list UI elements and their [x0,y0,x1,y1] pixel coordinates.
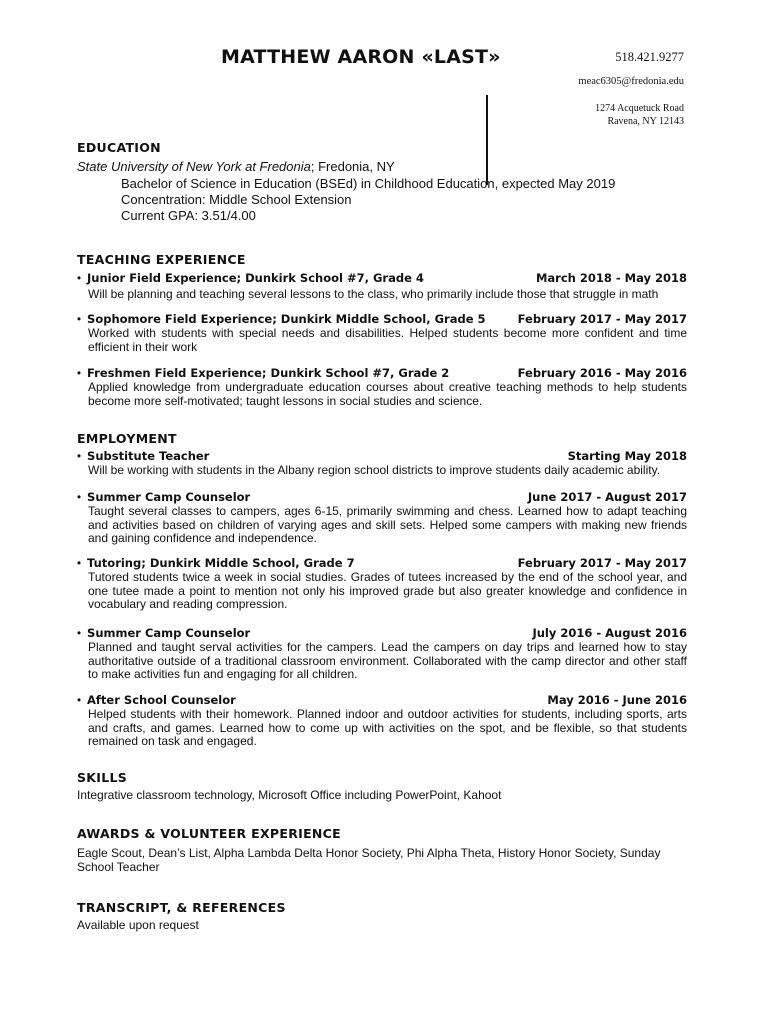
references-heading: TRANSCRIPT, & REFERENCES [77,900,286,915]
teaching-item-head [77,271,687,285]
vertical-divider [486,95,488,185]
employment-item-head [77,626,687,640]
bullet-icon: • [77,273,82,285]
item-role: Junior Field Experience; Dunkirk School #7, Grade 4 [87,271,424,285]
item-dates: June 2017 - August 2017 [527,490,687,504]
employment-item-head [77,449,687,463]
item-description: Applied knowledge from undergraduate education courses about creative teaching methods to help students become more self-motivated; taught lessons in social studies and science. [88,380,687,408]
item-description: Planned and taught serval activities for the campers. Lead the campers on day trips and learned how to stay authoritative outside of a traditional classroom environment. Collaborated with the camp director and other staff to make activities fun and engaging for all children. [88,640,687,681]
awards-heading: AWARDS & VOLUNTEER EXPERIENCE [77,826,341,841]
item-role: Freshmen Field Experience; Dunkirk School #7, Grade 2 [87,366,450,380]
school-name: State University of New York at Fredonia [77,159,311,174]
item-description: Will be working with students in the Albany region school districts to improve students daily academic ability. [88,463,661,477]
education-school-line [77,159,395,174]
item-dates: March 2018 - May 2018 [535,271,687,285]
skills-heading: SKILLS [77,770,128,785]
teaching-item-head [77,312,687,326]
item-role: Summer Camp Counselor [87,626,251,640]
teaching-heading: TEACHING EXPERIENCE [77,252,246,267]
bullet-icon: • [77,695,82,707]
item-description: Will be planning and teaching several lessons to the class, who primarily include those that struggle in math [88,287,659,301]
item-description: Taught several classes to campers, ages 6-15, primarily swimming and chess. Learned how to adapt teaching and activities based on children of varying ages and skill sets. Helped some campers with making new friends and gaining confidence and independence. [88,504,687,545]
item-role: Substitute Teacher [87,449,210,463]
item-dates: Starting May 2018 [567,449,687,463]
employment-item-head [77,490,687,504]
employment-item-head [77,556,687,570]
education-degree: Bachelor of Science in Education (BSEd) in Childhood Education, expected May 2019 [121,176,616,191]
education-heading: EDUCATION [77,140,161,155]
item-description: Helped students with their homework. Planned indoor and outdoor activities for students, including sports, arts and crafts, and games. Learned how to come up with activities on the spot, and be flexible, so that students remained on task and engaged. [88,707,687,748]
skills-text: Integrative classroom technology, Microsoft Office including PowerPoint, Kahoot [77,788,502,802]
item-description: Tutored students twice a week in social studies. Grades of tutees increased by the end of the school year, and one tutee made a point to mention not only his improved grade but also greater knowledge and confidence in vocabulary and reading compression. [88,570,687,611]
item-dates: February 2017 - May 2017 [517,556,687,570]
mailing-address [595,102,684,128]
education-gpa: Current GPA: 3.51/4.00 [121,208,256,223]
references-text: Available upon request [77,918,199,932]
address-line-1: 1274 Acquetuck Road [595,103,684,114]
bullet-icon: • [77,628,82,640]
employment-heading: EMPLOYMENT [77,431,177,446]
bullet-icon: • [77,558,82,570]
resume-name: MATTHEW AARON «LAST» [221,46,501,68]
item-description: Worked with students with special needs and disabilities. Helped students become more confident and time efficient in their work [88,326,687,354]
awards-text: Eagle Scout, Dean’s List, Alpha Lambda Delta Honor Society, Phi Alpha Theta, History Honor Society, Sunday School Teacher [77,846,661,874]
item-dates: February 2016 - May 2016 [517,366,687,380]
item-role: Summer Camp Counselor [87,490,251,504]
bullet-icon: • [77,368,82,380]
teaching-item-head [77,366,687,380]
item-dates: May 2016 - June 2016 [547,693,687,707]
item-dates: July 2016 - August 2016 [532,626,687,640]
email-address: meac6305@fredonia.edu [578,76,684,87]
bullet-icon: • [77,451,82,463]
item-dates: February 2017 - May 2017 [517,312,687,326]
item-role: After School Counselor [87,693,236,707]
phone-number: 518.421.9277 [615,50,684,64]
item-role: Tutoring; Dunkirk Middle School, Grade 7 [87,556,355,570]
education-concentration: Concentration: Middle School Extension [121,192,352,207]
bullet-icon: • [77,492,82,504]
item-role: Sophomore Field Experience; Dunkirk Middle School, Grade 5 [87,312,486,326]
employment-item-head [77,693,687,707]
bullet-icon: • [77,314,82,326]
school-location: ; Fredonia, NY [310,159,395,174]
address-line-2: Ravena, NY 12143 [607,116,684,127]
